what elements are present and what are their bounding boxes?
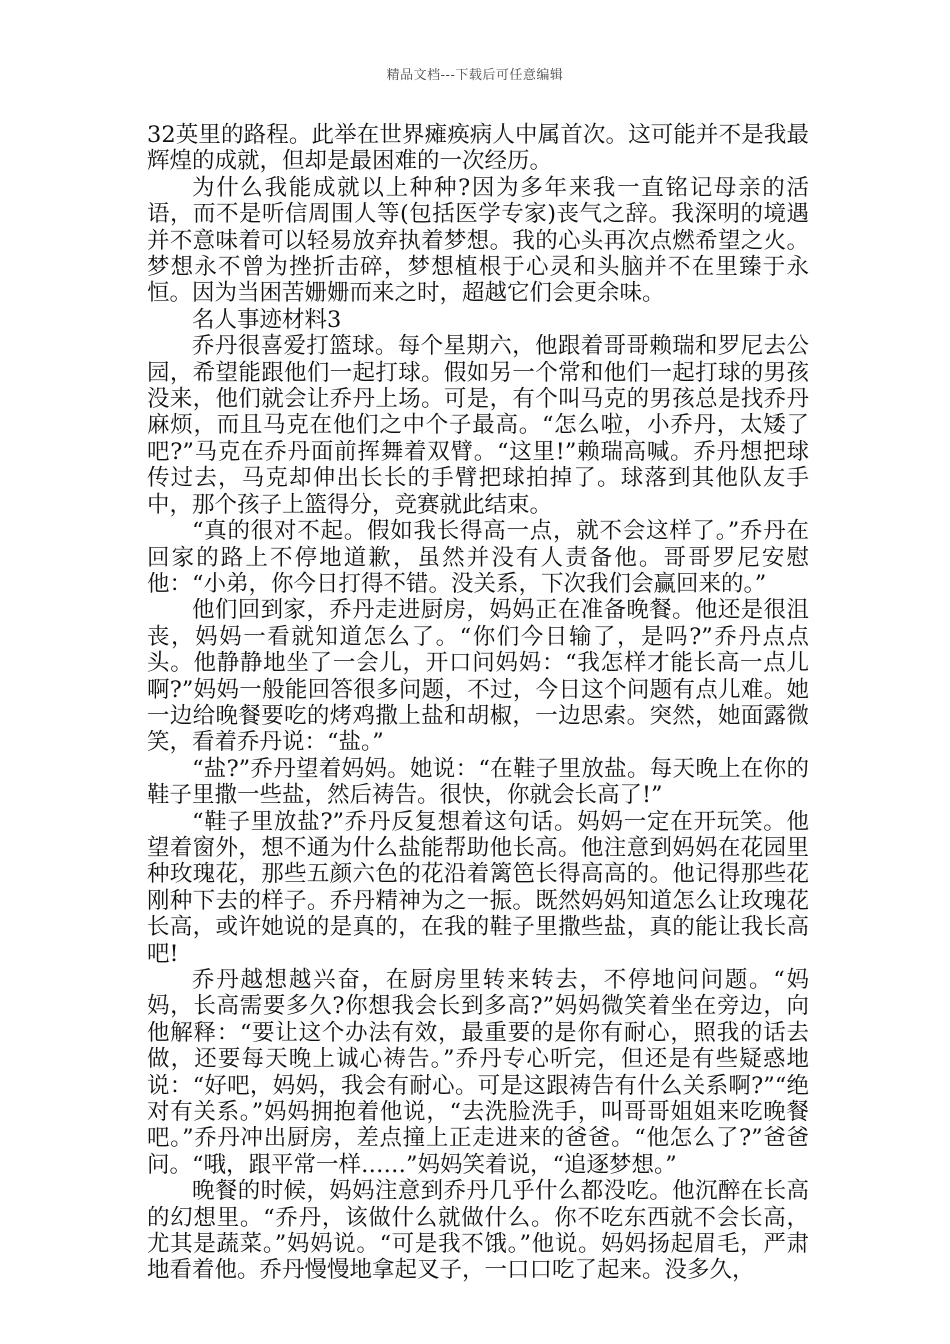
paragraph-7: “鞋子里放盐?”乔丹反复想着这句话。妈妈一定在开玩笑。他望着窗外，想不通为什么盐能帮助他长高。他注意到妈妈在花园里种玫瑰花，那些五颜六色的花沿着篱笆长得高高的。他记得那些花刚种下去的样子。乔丹精神为之一振。既然妈妈知道怎么让玫瑰花长高，或许她说的是真的，在我的鞋子里撒些盐，真的能让我长高吧!: [147, 808, 809, 967]
paragraph-6: “盐?”乔丹望着妈妈。她说：“在鞋子里放盐。每天晚上在你的鞋子里撒一些盐，然后祷告。很快，你就会长高了!”: [147, 755, 809, 809]
paragraph-4: “真的很对不起。假如我长得高一点，就不会这样了。”乔丹在回家的路上不停地道歉，虽然并没有人责备他。哥哥罗尼安慰他：“小弟，你今日打得不错。没关系，下次我们会赢回来的。”: [147, 518, 809, 597]
section-heading: 名人事迹材料3: [192, 306, 342, 333]
paragraph-1: 32英里的路程。此举在世界瘫痪病人中属首次。这可能并不是我最辉煌的成就，但却是最困难的一次经历。: [147, 122, 809, 175]
paragraph-3: 乔丹很喜爱打篮球。每个星期六，他跟着哥哥赖瑞和罗尼去公园，希望能跟他们一起打球。假如另一个常和他们一起打球的男孩没来，他们就会让乔丹上场。可是，有个叫马克的男孩总是找乔丹麻烦，而且马克在他们之中个子最高。“怎么啦，小乔丹，太矮了吧?”马克在乔丹面前挥舞着双臂。“这里!”赖瑞高喊。乔丹想把球传过去，马克却伸出长长的手臂把球拍掉了。球落到其他队友手中，那个孩子上篮得分，竞赛就此结束。: [147, 333, 809, 518]
document-body: [147, 122, 809, 1284]
paragraph-8: 乔丹越想越兴奋，在厨房里转来转去，不停地问问题。“妈妈，长高需要多久?你想我会长到多高?”妈妈微笑着坐在旁边，向他解释：“要让这个办法有效，最重要的是你有耐心，照我的话去做，还要每天晚上诚心祷告。”乔丹专心听完，但还是有些疑惑地说：“好吧，妈妈，我会有耐心。可是这跟祷告有什么关系啊?”“绝对有关系。”妈妈拥抱着他说，“去洗脸洗手，叫哥哥姐姐来吃晚餐吧。”乔丹冲出厨房，差点撞上正走进来的爸爸。“他怎么了?”爸爸问。“哦，跟平常一样……”妈妈笑着说，“追逐梦想。”: [147, 967, 809, 1178]
page-header: 精品文档---下载后可任意编辑: [386, 68, 564, 83]
paragraph-9: 晚餐的时候，妈妈注意到乔丹几乎什么都没吃。他沉醉在长高的幻想里。“乔丹，该做什么就做什么。你不吃东西就不会长高，尤其是蔬菜。”妈妈说。“可是我不饿。”他说。妈妈扬起眉毛，严肃地看着他。乔丹慢慢地拿起叉子，一口口吃了起来。没多久，: [147, 1178, 809, 1284]
paragraph-2: 为什么我能成就以上种种?因为多年来我一直铭记母亲的活语，而不是听信周围人等(包括医学专家)丧气之辞。我深明的境遇并不意味着可以轻易放弃执着梦想。我的心头再次点燃希望之火。梦想永不曾为挫折击碎，梦想植根于心灵和头脑并不在里臻于永恒。因为当困苦姗姗而来之时，超越它们会更余味。: [147, 174, 809, 307]
paragraph-5: 他们回到家，乔丹走进厨房，妈妈正在准备晚餐。他还是很沮丧，妈妈一看就知道怎么了。“你们今日输了，是吗?”乔丹点点头。他静静地坐了一会儿，开口问妈妈：“我怎样才能长高一点儿啊?”妈妈一般能回答很多问题，不过，今日这个问题有点儿难。她一边给晚餐要吃的烤鸡撒上盐和胡椒，一边思索。突然，她面露微笑，看着乔丹说：“盐。”: [147, 597, 809, 756]
